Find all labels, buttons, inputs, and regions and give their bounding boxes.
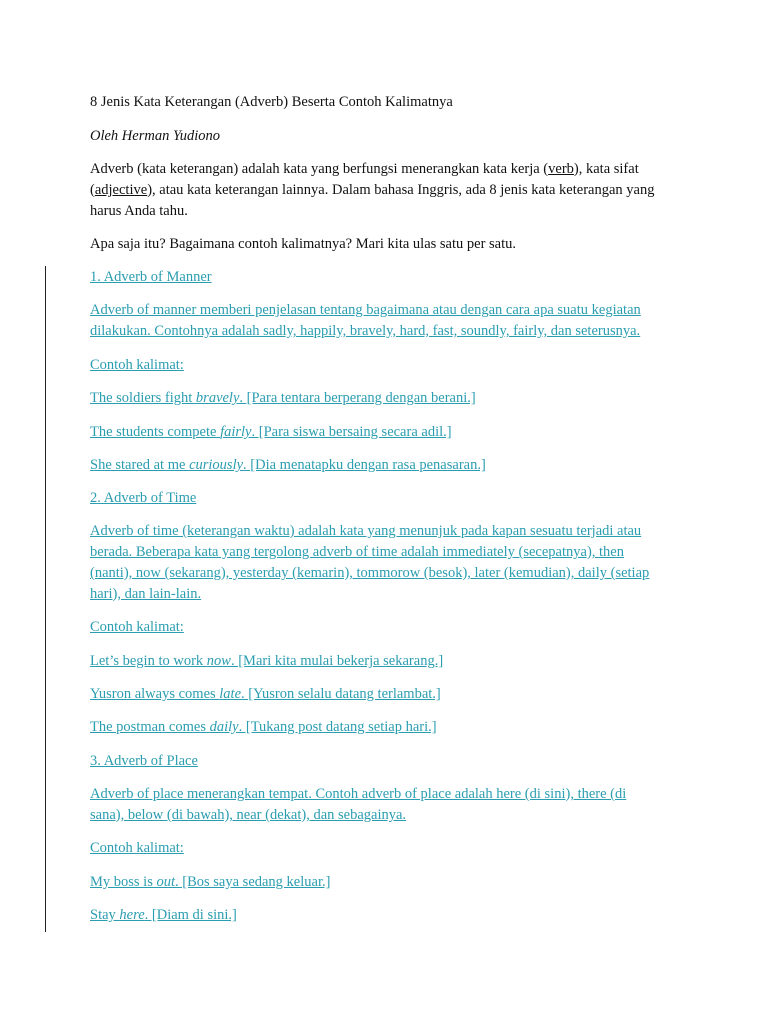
adjective-link[interactable]: adjective (94, 182, 148, 198)
section-heading-place[interactable]: 3. Adverb of Place (90, 753, 198, 769)
example-sentence[interactable]: She stared at me curiously. [Dia menatapku dengan rasa penasaran.] (90, 457, 486, 473)
example-sentence[interactable]: The students compete fairly. [Para siswa bersaing secara adil.] (90, 424, 452, 440)
section-desc-line[interactable]: Adverb of manner memberi penjelasan tentang bagaimana atau dengan cara apa suatu kegiatan (90, 302, 641, 318)
example-sentence[interactable]: Yusron always comes late. [Yusron selalu datang terlambat.] (90, 686, 441, 702)
verb-link[interactable]: verb (548, 161, 574, 177)
examples-label[interactable]: Contoh kalimat: (90, 619, 184, 635)
example-sentence[interactable]: Let’s begin to work now. [Mari kita mulai bekerja sekarang.] (90, 653, 444, 669)
section-desc-line[interactable]: sana), below (di bawah), near (dekat), dan sebagainya. (90, 807, 407, 823)
section-desc-line[interactable]: Adverb of place menerangkan tempat. Contoh adverb of place adalah here (di sini), there (di (90, 786, 627, 802)
example-sentence[interactable]: The soldiers fight bravely. [Para tentara berperang dengan berani.] (90, 390, 476, 406)
example-sentence[interactable]: The postman comes daily. [Tukang post datang setiap hari.] (90, 719, 437, 735)
section-desc-line[interactable]: dilakukan. Contohnya adalah sadly, happily, bravely, hard, fast, soundly, fairly, dan seterusnya. (90, 323, 641, 339)
revision-change-bar (45, 266, 46, 932)
section-desc-line[interactable]: Adverb of time (keterangan waktu) adalah kata yang menunjuk pada kapan sesuatu terjadi atau (90, 523, 642, 539)
section-desc-line[interactable]: (nanti), now (sekarang), yesterday (kemarin), tommorow (besok), later (kemudian), daily (setiap (90, 565, 650, 581)
section-heading-manner[interactable]: 1. Adverb of Manner (90, 269, 212, 285)
section-desc-line[interactable]: berada. Beberapa kata yang tergolong adverb of time adalah immediately (secepatnya), then (90, 544, 624, 560)
author-line: Oleh Herman Yudiono (90, 128, 220, 144)
document-title: 8 Jenis Kata Keterangan (Adverb) Beserta Contoh Kalimatnya (90, 94, 453, 110)
example-sentence[interactable]: My boss is out. [Bos saya sedang keluar.] (90, 874, 331, 890)
examples-label[interactable]: Contoh kalimat: (90, 840, 184, 856)
example-sentence[interactable]: Stay here. [Diam di sini.] (90, 907, 237, 923)
section-heading-time[interactable]: 2. Adverb of Time (90, 490, 197, 506)
question-paragraph: Apa saja itu? Bagaimana contoh kalimatnya? Mari kita ulas satu per satu. (90, 236, 517, 252)
section-desc-line[interactable]: hari), dan lain-lain. (90, 586, 202, 602)
examples-label[interactable]: Contoh kalimat: (90, 357, 184, 373)
